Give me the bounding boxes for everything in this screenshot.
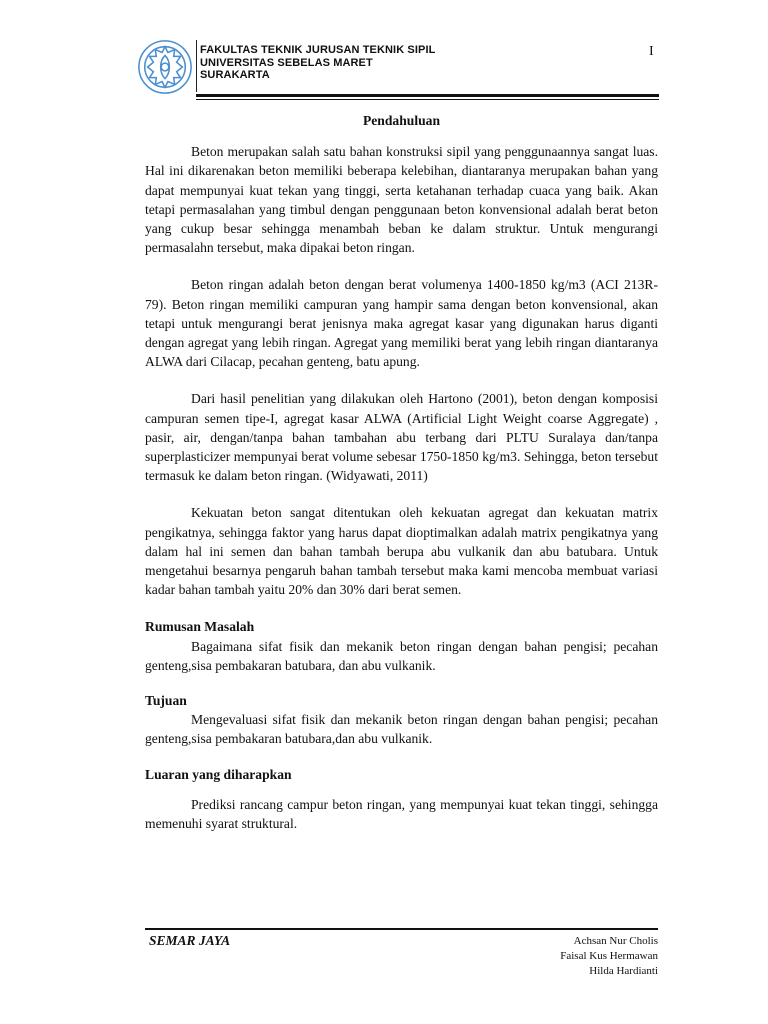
document-body <box>145 111 658 849</box>
author-name: Faisal Kus Hermawan <box>560 950 658 962</box>
footer-team-name: SEMAR JAYA <box>149 933 231 948</box>
author-name: Achsan Nur Cholis <box>573 935 658 947</box>
author-name: Hilda Hardianti <box>589 965 658 977</box>
university-seal-icon <box>136 38 194 96</box>
header-rule-thin <box>196 99 659 100</box>
body-paragraph: Beton merupakan salah satu bahan konstruksi sipil yang penggunaannya sangat luas. Hal ini dikarenakan beton memiliki beberapa kelebihan, diantaranya merupakan bahan yang dapat mempunyai kuat tekan yang tinggi, serta ketahanan terhadap cuaca yang baik. Akan tetapi permasalahan yang timbul dengan penggunaan beton konvensional adalah berat beton yang cukup besar sehingga menambah beban ke dalam struktur. Untuk mengurangi permasalahn tersebut, maka dipakai beton ringan. <box>145 144 658 256</box>
institution-header <box>200 44 435 82</box>
section-text: Mengevaluasi sifat fisik dan mekanik beton ringan dengan bahan pengisi; pecahan genteng,sisa pembakaran batubara,dan abu vulkanik. <box>145 712 658 747</box>
section-text: Prediksi rancang campur beton ringan, yang mempunyai kuat tekan tinggi, sehingga memenuhi syarat struktural. <box>145 796 658 832</box>
body-paragraph: Beton ringan adalah beton dengan berat volumenya 1400-1850 kg/m3 (ACI 213R-79). Beton ringan memiliki campuran yang hampir sama dengan beton konvensional, akan tetapi untuk mengurangi berat jenisnya maka agregat kasar yang digunakan harus diganti dengan agregat yang lebih ringan. Agregat yang memiliki berat yang lebih ringan diantaranya ALWA dari Cilacap, pecahan genteng, batu apung. <box>145 277 658 370</box>
body-paragraph: Kekuatan beton sangat ditentukan oleh kekuatan agregat dan kekuatan matrix pengikatnya, sehingga faktor yang harus dapat dioptimalkan adalah matrix pengikatnya yang dalam hal ini semen dan bahan tambah berupa abu vulkanik dan abu batubara. Untuk mengetahui besarnya pengaruh bahan tambah tersebut maka kami mencoba membuat variasi kadar bahan tambah yaitu 20% dan 30% dari berat semen. <box>145 505 658 598</box>
section-heading: Tujuan <box>145 693 187 709</box>
document-title: Pendahuluan <box>362 113 441 128</box>
section-text: Bagaimana sifat fisik dan mekanik beton ringan dengan bahan pengisi; pecahan genteng,sisa pembakaran batubara, dan abu vulkanik. <box>145 638 658 673</box>
footer-authors <box>560 934 658 979</box>
page-number: I <box>649 44 654 59</box>
section-heading: Rumusan Masalah <box>145 619 255 635</box>
institution-line: FAKULTAS TEKNIK JURUSAN TEKNIK SIPIL <box>200 44 436 56</box>
institution-line: SURAKARTA <box>200 69 270 81</box>
header-divider <box>196 40 197 92</box>
header-rule-thick <box>196 94 659 97</box>
section-heading: Luaran yang diharapkan <box>145 766 292 782</box>
footer-rule <box>145 928 658 930</box>
institution-line: UNIVERSITAS SEBELAS MARET <box>200 56 373 69</box>
body-paragraph: Dari hasil penelitian yang dilakukan oleh Hartono (2001), beton dengan komposisi campuran semen tipe-I, agregat kasar ALWA (Artificial Light Weight coarse Aggregate) , pasir, air, dengan/tanpa bahan tambahan abu terbang dari PLTU Suralaya dan/tanpa superplasticizer mempunyai berat volume sebesar 1750-1850 kg/m3. Sehingga, beton tersebut termasuk ke dalam beton ringan. (Widyawati, 2011) <box>145 391 658 484</box>
